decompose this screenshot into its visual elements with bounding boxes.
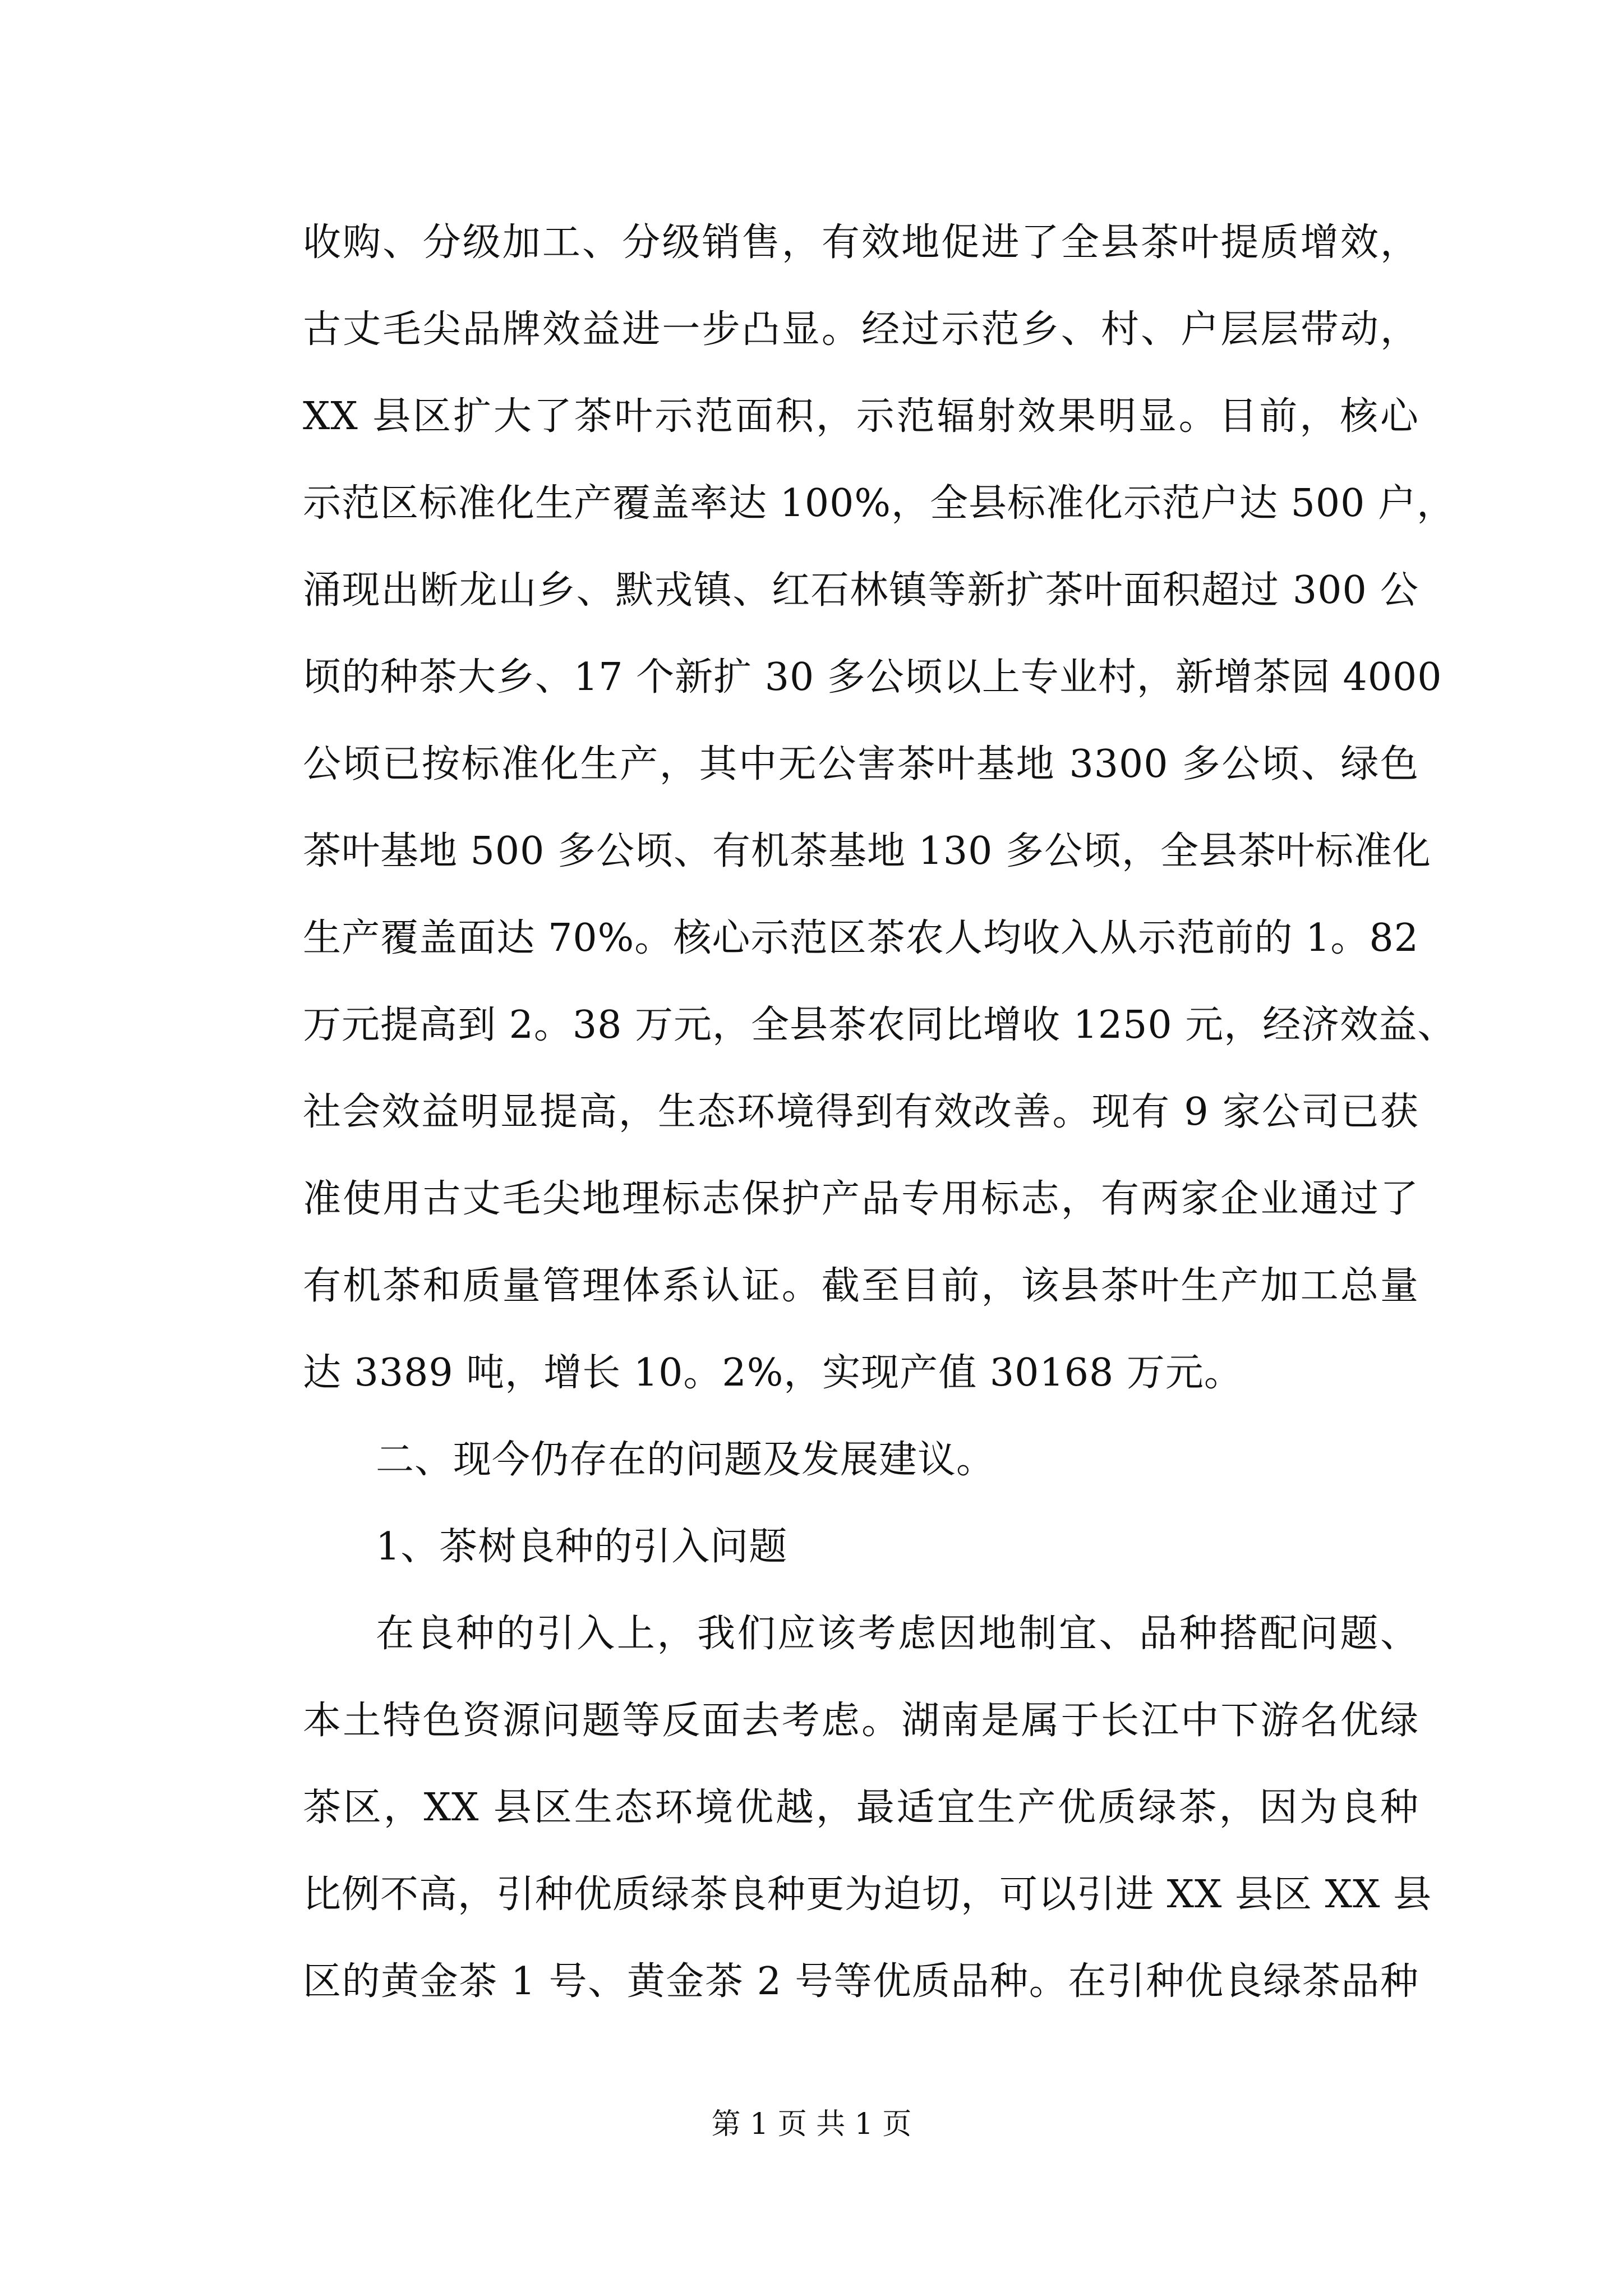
body-line-13: 有机茶和质量管理体系认证。截至目前，该县茶叶生产加工总量 [303, 1264, 1419, 1308]
body-line-8: 茶叶基地 500 多公顷、有机茶基地 130 多公顷，全县茶叶标准化 [303, 829, 1432, 873]
body-line-18: 本土特色资源问题等反面去考虑。湖南是属于长江中下游名优绿 [303, 1699, 1419, 1743]
section-heading: 二、现今仍存在的问题及发展建议。 [376, 1438, 995, 1482]
body-line-11: 社会效益明显提高，生态环境得到有效改善。现有 9 家公司已获 [303, 1090, 1419, 1134]
body-line-17: 在良种的引入上，我们应该考虑因地制宜、品种搭配问题、 [376, 1612, 1419, 1656]
body-line-14: 达 3389 吨，增长 10。2%，实现产值 30168 万元。 [303, 1351, 1243, 1395]
body-line-10: 万元提高到 2。38 万元，全县茶农同比增收 1250 元，经济效益、 [303, 1003, 1456, 1047]
body-line-20: 比例不高，引种优质绿茶良种更为迫切，可以引进 XX 县区 XX 县 [303, 1872, 1432, 1917]
body-line-12: 准使用古丈毛尖地理标志保护产品专用标志，有两家企业通过了 [303, 1177, 1419, 1221]
body-line-19: 茶区，XX 县区生态环境优越，最适宜生产优质绿茶，因为良种 [303, 1786, 1419, 1830]
body-line-7: 公顷已按标准化生产，其中无公害茶叶基地 3300 多公顷、绿色 [303, 742, 1419, 786]
body-line-5: 涌现出断龙山乡、默戎镇、红石林镇等新扩茶叶面积超过 300 公 [303, 568, 1419, 613]
body-line-2: 古丈毛尖品牌效益进一步凸显。经过示范乡、村、户层层带动， [303, 307, 1419, 352]
body-line-6: 顷的种茶大乡、17 个新扩 30 多公顷以上专业村，新增茶园 4000 [303, 655, 1442, 700]
body-line-3: XX 县区扩大了茶叶示范面积，示范辐射效果明显。目前，核心 [303, 394, 1419, 439]
body-line-4: 示范区标准化生产覆盖率达 100%，全县标准化示范户达 500 户， [303, 481, 1456, 526]
body-line-21: 区的黄金茶 1 号、黄金茶 2 号等优质品种。在引种优良绿茶品种 [303, 1959, 1419, 2004]
subsection-heading: 1、茶树良种的引入问题 [376, 1525, 788, 1569]
body-line-9: 生产覆盖面达 70%。核心示范区茶农人均收入从示范前的 1。82 [303, 916, 1419, 960]
page-footer: 第 1 页 共 1 页 [711, 2108, 912, 2141]
body-line-1: 收购、分级加工、分级销售，有效地促进了全县茶叶提质增效， [303, 220, 1419, 265]
